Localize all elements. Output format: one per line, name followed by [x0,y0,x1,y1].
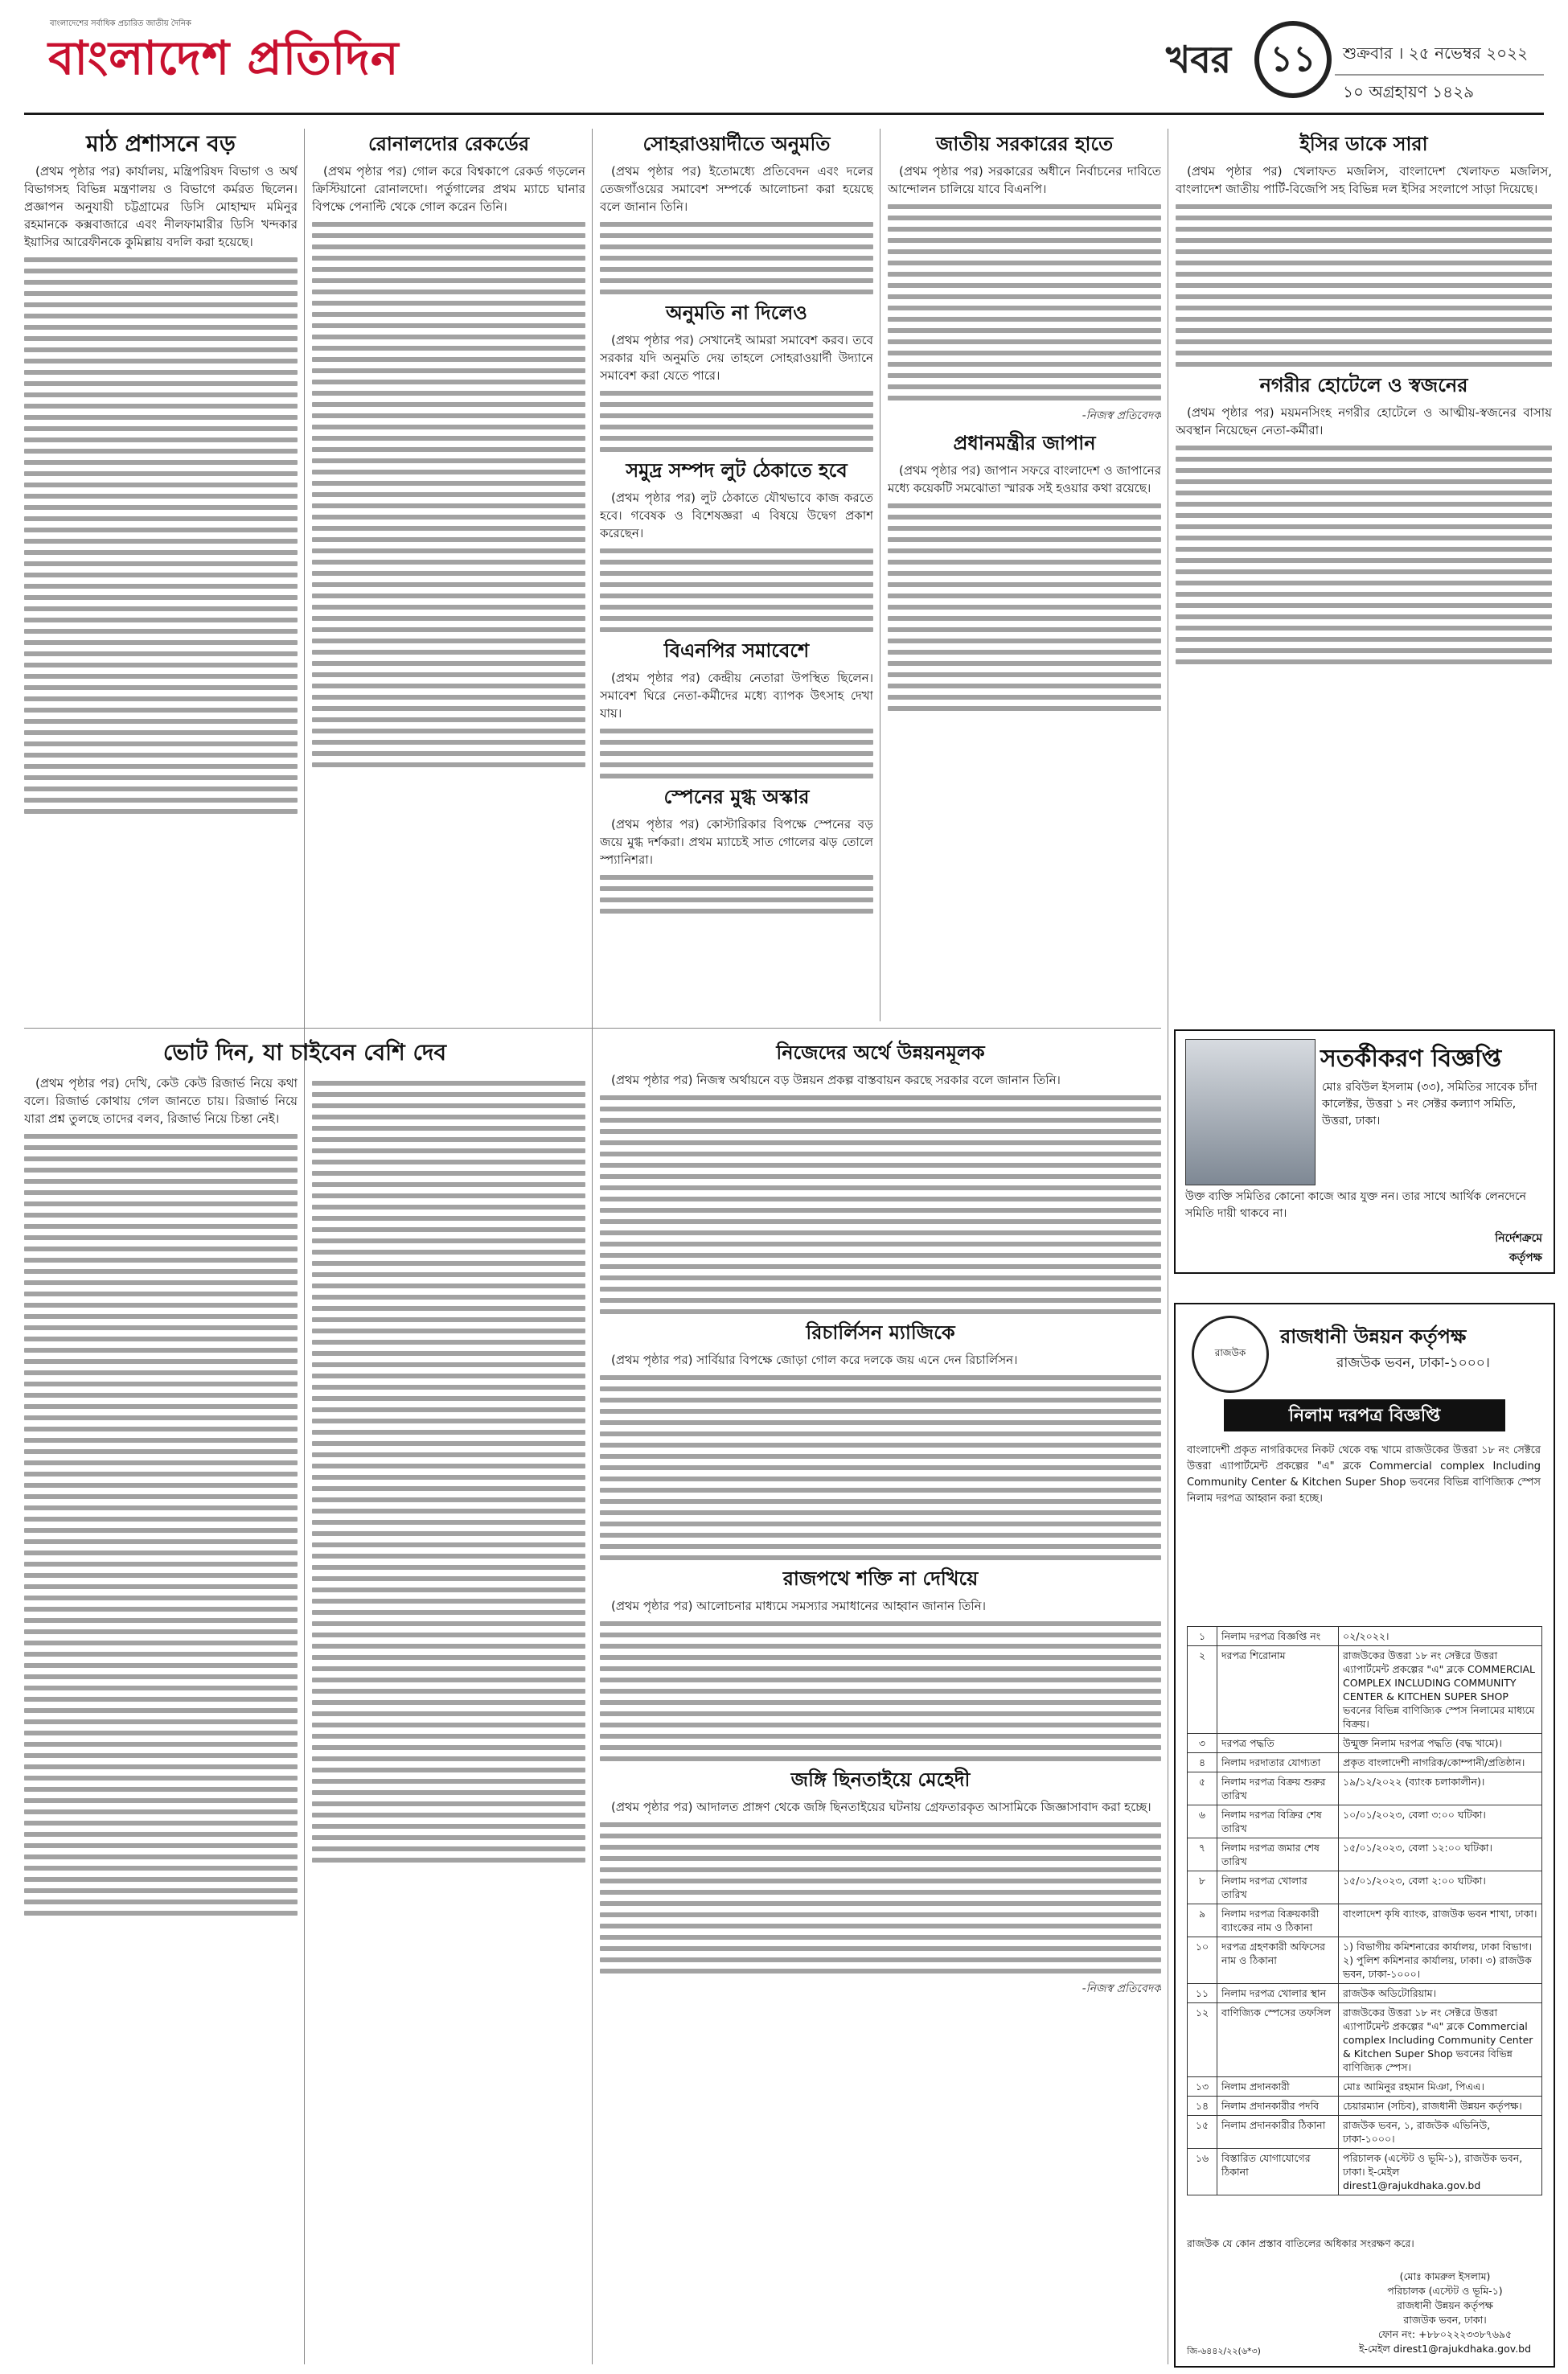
article-lead: (প্রথম পৃষ্ঠার পর) কেন্দ্রীয় নেতারা উপস্থিত ছিলেন। সমাবেশ ঘিরে নেতা-কর্মীদের মধ্যে ব্যাপক উৎসাহ দেখা যায়। [600,671,873,721]
row-number: ৪ [1188,1753,1217,1772]
article-body [600,1621,1161,1761]
row-number: ৬ [1188,1805,1217,1838]
tender-row [1188,1937,1542,1984]
row-number: ৯ [1188,1904,1217,1937]
tender-row [1188,1871,1542,1904]
article-body [1176,446,1552,664]
ad-signer: (মোঃ কামরুল ইসলাম) পরিচালক (এস্টেট ও ভূমি-১) রাজধানী উন্নয়ন কর্তৃপক্ষ রাজউক ভবন, ঢাকা। ফোন নং: +৮৮০২২২৩৩৮৭৬৯৫ ই-মেইল direst1@rajukdhaka.gov.bd [1358,2270,1532,2355]
article-body [600,548,873,632]
row-label: নিলাম প্রদানকারী [1217,2077,1339,2097]
row-value: প্রকৃত বাংলাদেশী নাগরিক/কোম্পানী/প্রতিষ্ঠান। [1339,1753,1542,1772]
ad-footnote: রাজউক যে কোন প্রস্তাব বাতিলের অধিকার সংরক্ষণ করে। [1187,2237,1414,2249]
row-value: মোঃ আমিনুর রহমান মিঞা, পিএএ। [1339,2077,1542,2097]
row-number: ১৫ [1188,2116,1217,2149]
article-body [888,204,1161,400]
article-headline: নিজেদের অর্থে উন্নয়নমূলক [776,1041,985,1064]
row-number: ১৩ [1188,2077,1217,2097]
row-value: ১) বিভাগীয় কমিশনারের কার্যালয়, ঢাকা বিভাগ। ২) পুলিশ কমিশনার কার্যালয়, ঢাকা। ৩) রাজউক ভবন, ঢাকা-১০০০। [1339,1937,1542,1984]
row-label: নিলাম দরপত্র বিক্রির শেষ তারিখ [1217,1805,1339,1838]
row-label: নিলাম দরদাতার যোগ্যতা [1217,1753,1339,1772]
row-number: ১ [1188,1627,1217,1646]
notice-body: উক্ত ব্যক্তি সমিতির কোনো কাজে আর যুক্ত নন। তার সাথে আর্থিক লেনদেনে সমিতি দায়ী থাকবে না। [1185,1190,1527,1220]
row-label: নিলাম দরপত্র খোলার তারিখ [1217,1871,1339,1904]
tender-row [1188,1753,1542,1772]
tender-row [1188,1627,1542,1646]
article-lead: (প্রথম পৃষ্ঠার পর) লুট ঠেকাতে যৌথভাবে কাজ করতে হবে। গবেষক ও বিশেষজ্ঞরা এ বিষয়ে উদ্বেগ প্রকাশ করেছেন। [600,491,873,540]
article-headline: জাতীয় সরকারের হাতে [935,132,1114,155]
date-english: শুক্রবার । ২৫ নভেম্বর ২০২২ [1343,43,1529,63]
notice-title: সতর্কীকরণ বিজ্ঞপ্তি [1320,1045,1502,1073]
ad-banner: নিলাম দরপত্র বিজ্ঞপ্তি [1224,1399,1505,1431]
article-body [600,729,873,778]
article-headline-block [24,1037,585,1070]
tender-row [1188,1805,1542,1838]
ad-code: জি-৬৪৪২/২২(৬*৩) [1187,2346,1261,2356]
row-label: নিলাম দরপত্র বিক্রয় শুরুর তারিখ [1217,1772,1339,1805]
article-headline: মাঠ প্রশাসনে বড় [86,130,236,157]
article-column-1 [24,129,298,1021]
row-label: নিলাম প্রদানকারীর ঠিকানা [1217,2116,1339,2149]
row-value: উন্মুক্ত নিলাম দরপত্র পদ্ধতি (বদ্ধ খামে)। [1339,1734,1542,1753]
article-lead: (প্রথম পৃষ্ঠার পর) সার্বিয়ার বিপক্ষে জোড়া গোল করে দলকে জয় এনে দেন রিচার্লিসন। [611,1353,1018,1367]
tender-row [1188,2149,1542,2195]
row-value: পরিচালক (এস্টেট ও ভূমি-১), রাজউক ভবন, ঢাকা। ই-মেইল direst1@rajukdhaka.gov.bd [1339,2149,1542,2195]
article-body [600,875,873,914]
row-value: রাজউকের উত্তরা ১৮ নং সেক্টরে উত্তরা এ্যাপার্টমেন্ট প্রকল্পের "এ" ব্লকে COMMERCIAL COMPLEX INCLUDING COMMUNITY CENTER & KITCHEN SUPER SHOP ভবনের বিভিন্ন বাণিজ্যিক স্পেস নিলামের মাধ্যমে বিক্রয়। [1339,1646,1542,1734]
article-lead: (প্রথম পৃষ্ঠার পর) আলোচনার মাধ্যমে সমস্যার সমাধানের আহ্বান জানান তিনি। [611,1599,986,1613]
article-lead: (প্রথম পৃষ্ঠার পর) দেখি, কেউ কেউ রিজার্ভ নিয়ে কথা বলে। রিজার্ভ কোথায় গেল জানতে চায়। রিজার্ভ নিয়ে যারা প্রশ্ন তুলছে তাদের বলব, রিজার্ভ নিয়ে চিন্তা নেই। [24,1076,298,1126]
row-value: ১৫/০১/২০২৩, বেলা ১২:০০ ঘটিকা। [1339,1838,1542,1871]
row-label: নিলাম দরপত্র বিজ্ঞপ্তি নং [1217,1627,1339,1646]
article-headline: স্পেনের মুগ্ধ অস্কার [663,785,810,808]
tender-row [1188,2003,1542,2077]
article-column-4 [888,129,1161,1021]
column-rule [592,129,593,2364]
row-number: ৭ [1188,1838,1217,1871]
byline: -নিজস্ব প্রতিবেদক [1082,409,1161,422]
article-lead: (প্রথম পৃষ্ঠার পর) কার্যালয়, মন্ত্রিপরিষদ বিভাগ ও অর্থ বিভাগসহ বিভিন্ন মন্ত্রণালয় ও বিভাগে কর্মরত ছিলেন। প্রজ্ঞাপন অনুযায়ী চট্টগ্রামের ডিসি মোহাম্মদ মমিনুর রহমানকে কক্সবাজারে এবং নীলফামারীর ডিসি খন্দকার ইয়াসির আরেফীনকে কুমিল্লায় বদলি করা হয়েছে। [24,164,298,249]
article-lead: (প্রথম পৃষ্ঠার পর) কোস্টারিকার বিপক্ষে স্পেনের বড় জয়ে মুগ্ধ দর্শকরা। প্রথম ম্যাচেই সাত গোলের ঝড় তোলে স্প্যানিশরা। [600,817,873,867]
article-column-3 [600,129,873,1021]
article-headline: রিচার্লিসন ম্যাজিকে [806,1320,955,1344]
article-headline: নগরীর হোটেলে ও স্বজনের [1259,373,1468,396]
article-body [888,503,1161,711]
date-divider [1335,74,1544,76]
row-label: নিলাম দরপত্র জমার শেষ তারিখ [1217,1838,1339,1871]
article-lead: (প্রথম পৃষ্ঠার পর) সরকারের অধীনে নির্বাচনের দাবিতে আন্দোলন চালিয়ে যাবে বিএনপি। [888,164,1161,196]
row-number: ১৬ [1188,2149,1217,2195]
article-headline: রোনালদোর রেকর্ডের [367,132,530,155]
row-number: ১৪ [1188,2097,1217,2116]
article-body [312,222,585,767]
article-column-2 [312,129,585,1021]
page-number: ১১ [1254,21,1332,98]
article-column-1-lower [24,1074,298,2364]
tender-row [1188,1984,1542,2003]
article-lead: (প্রথম পৃষ্ঠার পর) খেলাফত মজলিস, বাংলাদেশ খেলাফত মজলিস, বাংলাদেশ জাতীয় পার্টি-বিজেপি সহ বিভিন্ন দল ইসির সংলাপে সাড়া দিয়েছে। [1176,164,1552,196]
row-value: চেয়ারম্যান (সচিব), রাজধানী উন্নয়ন কর্তৃপক্ষ। [1339,2097,1542,2116]
row-value: ১৯/১২/২০২২ (ব্যাংক চলাকালীন)। [1339,1772,1542,1805]
article-column-2-lower [312,1074,585,2364]
tender-row [1188,2097,1542,2116]
tender-table [1187,1626,1542,2195]
article-headline: সোহরাওয়ার্দীতে অনুমতি [642,132,831,155]
article-body [24,257,298,814]
section-rule [24,1028,1161,1029]
article-headline: সমুদ্র সম্পদ লুট ঠেকাতে হবে [626,458,848,482]
article-columns-3-4-lower [600,1037,1161,2364]
column-rule [304,129,305,2364]
notice-text: মোঃ রবিউল ইসলাম (৩৩), সমিতির সাবেক চাঁদা কালেক্টর, উত্তরা ১ নং সেক্টর কল্যাণ সমিতি, উত্তরা, ঢাকা। [1322,1081,1537,1127]
article-headline: অনুমতি না দিলেও [666,301,807,324]
row-label: দরপত্র গ্রহণকারী অফিসের নাম ও ঠিকানা [1217,1937,1339,1984]
row-label: নিলাম প্রদানকারীর পদবি [1217,2097,1339,2116]
tender-advertisement [1174,1303,1555,2368]
row-label: দরপত্র শিরোনাম [1217,1646,1339,1734]
article-lead: (প্রথম পৃষ্ঠার পর) সেখানেই আমরা সমাবেশ করব। তবে সরকার যদি অনুমতি দেয় তাহলে সোহরাওয়ার্দী উদ্যানে সমাবেশ করা যেতে পারে। [600,333,873,383]
row-number: ১০ [1188,1937,1217,1984]
notice-signer: নির্দেশক্রমে কর্তৃপক্ষ [1495,1232,1542,1264]
row-label: দরপত্র পদ্ধতি [1217,1734,1339,1753]
article-headline: জঙ্গি ছিনতাইয়ে মেহেদী [790,1768,971,1791]
article-body [600,1822,1161,1974]
row-number: ৮ [1188,1871,1217,1904]
row-number: ৫ [1188,1772,1217,1805]
article-headline: ভোট দিন, যা চাইবেন বেশি দেব [162,1039,447,1066]
article-body [600,1375,1161,1560]
article-lead: (প্রথম পৃষ্ঠার পর) জাপান সফরে বাংলাদেশ ও জাপানের মধ্যে কয়েকটি সমঝোতা স্মারক সই হওয়ার কথা রয়েছে। [888,463,1161,495]
row-number: ২ [1188,1646,1217,1734]
tender-row [1188,1772,1542,1805]
tender-row [1188,1646,1542,1734]
row-value: বাংলাদেশ কৃষি ব্যাংক, রাজউক ভবন শাখা, ঢাকা। [1339,1904,1542,1937]
article-body [600,222,873,294]
row-number: ১২ [1188,2003,1217,2077]
tender-row [1188,2077,1542,2097]
person-photo [1185,1039,1316,1185]
row-number: ৩ [1188,1734,1217,1753]
masthead-rule [24,113,1544,115]
article-body [600,1095,1161,1314]
tender-row [1188,2116,1542,2149]
date-bangla: ১০ অগ্রহায়ণ ১৪২৯ [1343,82,1475,101]
row-value: রাজউক অডিটোরিয়াম। [1339,1984,1542,2003]
ad-organization: রাজধানী উন্নয়ন কর্তৃপক্ষ [1280,1325,1467,1348]
row-value: রাজউকের উত্তরা ১৮ নং সেক্টরে উত্তরা এ্যাপার্টমেন্ট প্রকল্পের "এ" ব্লকে Commercial complex Including Community Center & Kitchen Super Shop ভবনের বিভিন্ন বাণিজ্যিক স্পেস। [1339,2003,1542,2077]
tender-row [1188,1838,1542,1871]
article-body [24,1134,298,1916]
row-label: বিস্তারিত যোগাযোগের ঠিকানা [1217,2149,1339,2195]
article-column-5 [1176,129,1552,1021]
row-number: ১১ [1188,1984,1217,2003]
row-label: নিলাম দরপত্র খোলার স্থান [1217,1984,1339,2003]
warning-notice [1174,1029,1555,1274]
ad-intro: বাংলাদেশী প্রকৃত নাগরিকদের নিকট থেকে বদ্ধ খামে রাজউকের উত্তরা ১৮ নং সেক্টরে উত্তরা এ্যাপার্টমেন্ট প্রকল্পের "এ" ব্লকে Commercial complex Including Community Center & Kitchen Super Shop ভবনের বিভিন্ন বাণিজ্যিক স্পেস নিলাম দরপত্র আহ্বান করা হচ্ছে। [1187,1444,1541,1505]
article-headline: প্রধানমন্ত্রীর জাপান [953,431,1096,454]
row-label: বাণিজ্যিক স্পেসের তফসিল [1217,2003,1339,2077]
tender-row [1188,1904,1542,1937]
article-headline: ইসির ডাকে সারা [1299,132,1428,155]
article-body [1176,204,1552,367]
tender-row [1188,1734,1542,1753]
ad-address: রাজউক ভবন, ঢাকা-১০০০। [1336,1355,1490,1371]
article-body [600,391,873,452]
row-label: নিলাম দরপত্র বিক্রয়কারী ব্যাংকের নাম ও ঠিকানা [1217,1904,1339,1937]
article-headline: বিএনপির সমাবেশে [663,639,810,662]
row-value: ১০/০১/২০২৩, বেলা ৩:০০ ঘটিকা। [1339,1805,1542,1838]
article-lead: (প্রথম পৃষ্ঠার পর) ময়মনসিংহ নগরীর হোটেলে ও আত্মীয়-স্বজনের বাসায় অবস্থান নিয়েছেন নেতা-কর্মীরা। [1176,405,1552,437]
row-value: ১৫/০১/২০২৩, বেলা ২:০০ ঘটিকা। [1339,1871,1542,1904]
row-value: রাজউক ভবন, ১, রাজউক এভিনিউ, ঢাকা-১০০০। [1339,2116,1542,2149]
newspaper-logo: বাংলাদেশ প্রতিদিন [48,31,400,85]
article-lead: (প্রথম পৃষ্ঠার পর) ইতোমধ্যে প্রতিবেদন এবং দলের তেজগাঁওয়ের সমাবেশ সম্পর্কে আলোচনা করা হয়েছে বলে জানান তিনি। [600,164,873,214]
rajuk-logo: রাজউক [1192,1316,1269,1393]
article-body [312,1081,585,1863]
masthead-tagline: বাংলাদেশের সর্বাধিক প্রচারিত জাতীয় দৈনিক [50,19,191,28]
row-value: ০২/২০২২। [1339,1627,1542,1646]
article-lead: (প্রথম পৃষ্ঠার পর) গোল করে বিশ্বকাপে রেকর্ড গড়লেন ক্রিস্টিয়ানো রোনালদো। পর্তুগালের প্রথম ম্যাচে ঘানার বিপক্ষে পেনাল্টি থেকে গোল করেন তিনি। [312,164,585,214]
article-lead: (প্রথম পৃষ্ঠার পর) নিজস্ব অর্থায়নে বড় উন্নয়ন প্রকল্প বাস্তবায়ন করছে সরকার বলে জানান তিনি। [611,1073,1061,1087]
section-label: খবর [1166,38,1232,81]
article-lead: (প্রথম পৃষ্ঠার পর) আদালত প্রাঙ্গণ থেকে জঙ্গি ছিনতাইয়ের ঘটনায় গ্রেফতারকৃত আসামিকে জিজ্ঞাসাবাদ করা হচ্ছে। [611,1800,1151,1814]
byline: -নিজস্ব প্রতিবেদক [1082,1982,1161,1995]
article-headline: রাজপথে শক্তি না দেখিয়ে [782,1567,979,1590]
